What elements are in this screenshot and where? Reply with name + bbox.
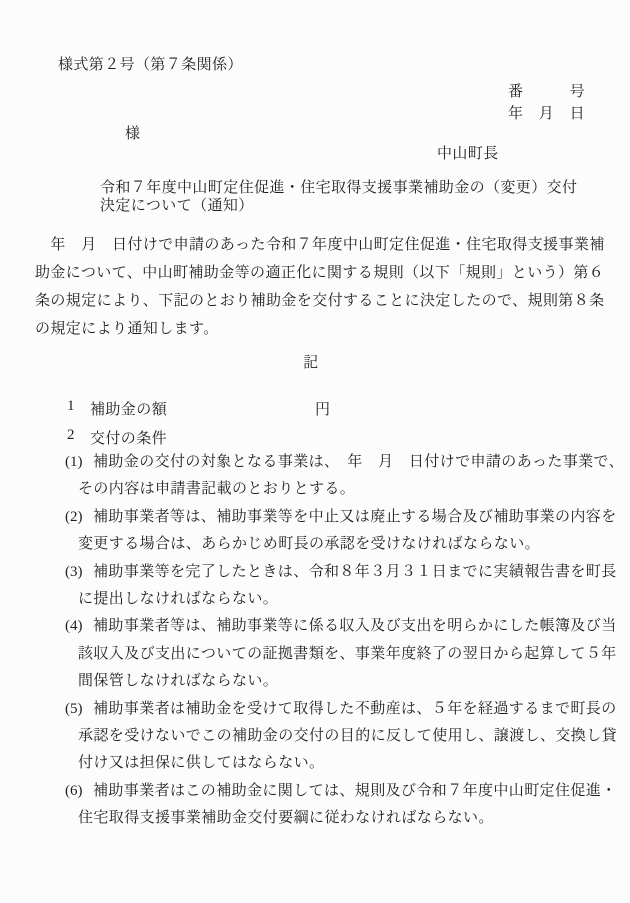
conditions-heading-label: 交付の条件 (90, 431, 168, 447)
body-line: の規定により通知します。 (35, 321, 219, 337)
form-label: 様式第２号（第７条関係） (58, 57, 243, 73)
body-line: 条の規定により、下記のとおり補助金を交付することに決定したので、規則第８条 (35, 293, 605, 309)
subject-title (100, 180, 577, 215)
condition-item-5-cont: 承認を受けないでこの補助金の交付の目的に反して使用し、譲渡し、交換し貸 (78, 728, 618, 745)
body-line: 年 月 日付けで申請のあった令和７年度中山町定住促進・住宅取得支援事業補 (35, 237, 605, 253)
condition-item-4-cont: 該収入及び支出についての証拠書類を、事業年度終了の翌日から起算して５年 (78, 645, 617, 662)
condition-marker: (5) (65, 700, 83, 717)
subject-title-line-2: 決定について（通知） (100, 197, 254, 214)
condition-item-5 (0, 696, 630, 723)
condition-item-5-cont: 付け又は担保に供してはならない。 (78, 755, 325, 772)
condition-item-4 (0, 613, 630, 640)
condition-item-6 (0, 778, 630, 805)
ki-separator: 記 (303, 355, 319, 371)
amount-row (0, 398, 630, 418)
condition-marker: (3) (65, 563, 83, 580)
condition-marker: (1) (65, 454, 83, 470)
body-line: 助金について、中山町補助金等の適正化に関する規則（以下「規則」という）第６ (35, 265, 605, 281)
condition-item-1 (0, 449, 630, 476)
body-paragraph (35, 231, 605, 343)
subject-title-line-1: 令和７年度中山町定住促進・住宅取得支援事業補助金の（変更）交付 (100, 180, 578, 196)
condition-text: 補助事業者は補助金を受けて取得した不動産は、５年を経過するまで町長の (93, 700, 617, 717)
date-line: 年 月 日 (508, 106, 586, 122)
amount-unit: 円 (315, 402, 331, 418)
condition-item-1-cont: その内容は申請書記載のとおりとする。 (78, 481, 356, 498)
condition-text: 補助事業者等は、補助事業等を中止又は廃止する場合及び補助事業の内容を (93, 508, 617, 525)
condition-item-3-cont: に提出しなければならない。 (78, 591, 279, 608)
condition-text: 補助事業等を完了したときは、令和８年３月３１日までに実績報告書を町長 (93, 563, 617, 580)
addressee-suffix: 様 (125, 126, 141, 142)
condition-item-2 (0, 504, 630, 531)
condition-marker: (4) (65, 618, 83, 635)
condition-text: 補助金の交付の対象となる事業は、 年 月 日付けで申請のあった事業で、 (93, 454, 625, 470)
conditions-heading-row (0, 427, 630, 447)
conditions-heading-number: 2 (67, 427, 75, 443)
condition-marker: (2) (65, 508, 83, 525)
doc-number-line: 番 号 (508, 84, 586, 100)
condition-item-4-cont: 間保管しなければならない。 (78, 673, 279, 690)
amount-label: 補助金の額 (90, 402, 168, 418)
condition-item-6-cont: 住宅取得支援事業補助金交付要綱に従わなければならない。 (78, 810, 494, 827)
condition-item-2-cont: 変更する場合は、あらかじめ町長の承認を受けなければならない。 (78, 536, 541, 553)
condition-marker: (6) (65, 782, 83, 799)
condition-item-3 (0, 559, 630, 586)
sender-title: 中山町長 (437, 146, 499, 162)
amount-number: 1 (67, 398, 75, 414)
conditions-list (0, 449, 630, 833)
condition-text: 補助事業者はこの補助金に関しては、規則及び令和７年度中山町定住促進・ (93, 782, 617, 799)
condition-text: 補助事業者等は、補助事業等に係る収入及び支出を明らかにした帳簿及び当 (93, 618, 617, 635)
